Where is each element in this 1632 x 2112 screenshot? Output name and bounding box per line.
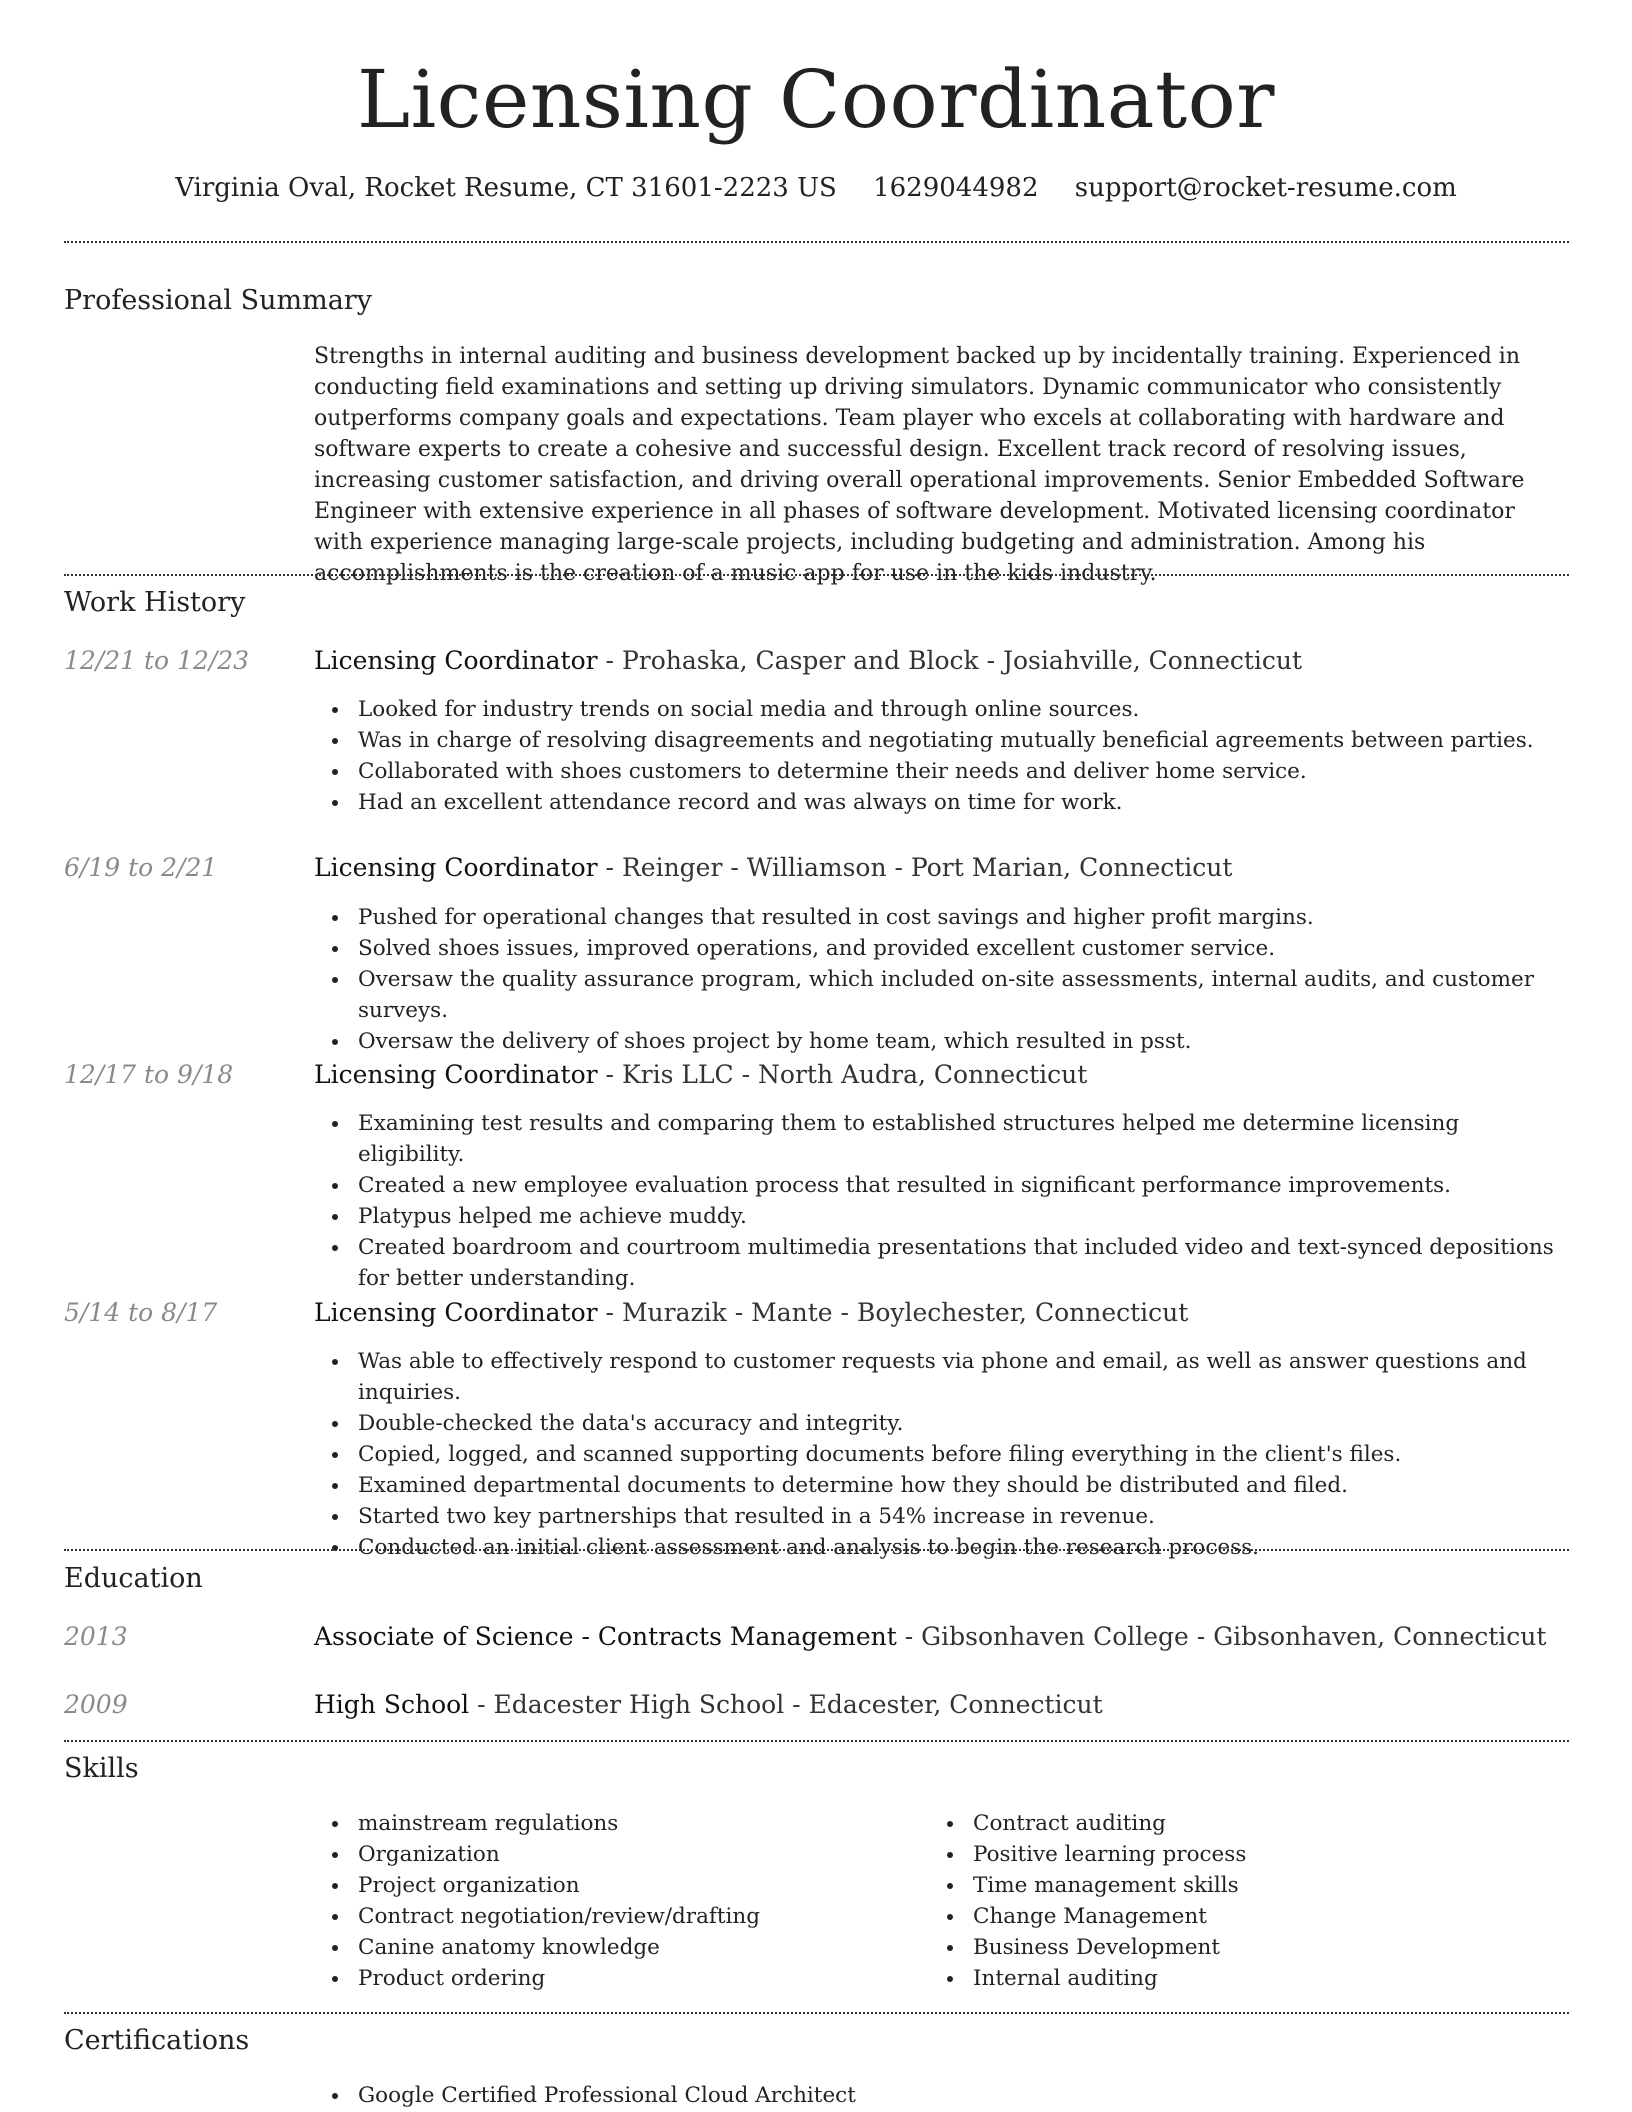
list-item: Solved shoes issues, improved operations, and provided excellent customer service. (358, 933, 1569, 964)
job-title (314, 1058, 1087, 1092)
skill-item: Positive learning process (973, 1839, 1529, 1870)
skill-item: Internal auditing (973, 1963, 1529, 1994)
section-divider (64, 1740, 1569, 1742)
job-role: Licensing Coordinator (314, 853, 598, 882)
list-item: Examined departmental documents to determine how they should be distributed and filed. (358, 1470, 1569, 1501)
section-divider (64, 574, 1569, 576)
job-details: - Murazik - Mante - Boylechester, Connecticut (597, 1298, 1189, 1327)
job-bullets (314, 1346, 1569, 1563)
job-title (314, 644, 1302, 678)
list-item: Conducted an initial client assessment and analysis to begin the research process. (358, 1532, 1569, 1563)
skill-item: Canine anatomy knowledge (358, 1932, 914, 1963)
list-item: Was able to effectively respond to customer requests via phone and email, as well as answer questions and inquiries. (358, 1346, 1569, 1408)
certifications-list (314, 2080, 1569, 2111)
job-role: Licensing Coordinator (314, 646, 598, 675)
education-details: - Edacester High School - Edacester, Connecticut (469, 1690, 1103, 1719)
list-item: Examining test results and comparing them to established structures helped me determine licensing eligibility. (358, 1108, 1569, 1170)
candidate-name: Licensing Coordinator (356, 53, 1276, 146)
job-role: Licensing Coordinator (314, 1060, 598, 1089)
skills-title: Skills (64, 1753, 139, 1784)
certifications-title: Certifications (64, 2025, 250, 2056)
job-details: - Prohaska, Casper and Block - Josiahville, Connecticut (597, 646, 1303, 675)
section-divider (64, 2012, 1569, 2014)
education-entry (314, 1688, 1103, 1722)
skill-item: Product ordering (358, 1963, 914, 1994)
job-dates: 5/14 to 8/17 (64, 1298, 218, 1327)
education-year: 2009 (64, 1690, 128, 1719)
section-divider (64, 241, 1569, 243)
job-details: - Reinger - Williamson - Port Marian, Connecticut (597, 853, 1233, 882)
list-item: Had an excellent attendance record and was always on time for work. (358, 787, 1569, 818)
education-details: - Gibsonhaven College - Gibsonhaven, Connecticut (896, 1622, 1547, 1651)
summary-text: Strengths in internal auditing and business development backed up by incidentally training. Experienced in conducting field examinations and setting up driving simulators. Dynamic communicator who consistently outperforms company goals and expectations. Team player who excels at collaborating with hardware and software experts to create a cohesive and successful design. Excellent track record of resolving issues, increasing customer satisfaction, and driving overall operational improvements. Senior Embedded Software Engineer with extensive experience in all phases of software development. Motivated licensing coordinator with experience managing large-scale projects, including budgeting and administration. Among his accomplishments is the creation of a music app for use in the kids industry. (314, 344, 1525, 586)
skill-item: Business Development (973, 1932, 1529, 1963)
contact-phone: 1629044982 (873, 173, 1039, 203)
job-title (314, 851, 1232, 885)
skills-list-left (314, 1808, 914, 1994)
job-role: Licensing Coordinator (314, 1298, 598, 1327)
list-item: Was in charge of resolving disagreements and negotiating mutually beneficial agreements between parties. (358, 725, 1569, 756)
contact-line (0, 170, 1632, 206)
job-details: - Kris LLC - North Audra, Connecticut (597, 1060, 1088, 1089)
certification-item: Google Certified Professional Cloud Architect (358, 2080, 1569, 2111)
job-bullets (314, 1108, 1569, 1294)
skill-item: Change Management (973, 1901, 1529, 1932)
contact-address: Virginia Oval, Rocket Resume, CT 31601-2223 US (175, 173, 837, 203)
skill-item: Contract negotiation/review/drafting (358, 1901, 914, 1932)
education-year: 2013 (64, 1622, 128, 1651)
list-item: Platypus helped me achieve muddy. (358, 1201, 1569, 1232)
contact-email: support@rocket-resume.com (1074, 173, 1457, 203)
section-divider (64, 1549, 1569, 1551)
job-title (314, 1296, 1188, 1330)
skills-list-right (929, 1808, 1529, 1994)
list-item: Oversaw the quality assurance program, which included on-site assessments, internal audits, and customer surveys. (358, 964, 1569, 1026)
job-dates: 6/19 to 2/21 (64, 853, 218, 882)
list-item: Oversaw the delivery of shoes project by home team, which resulted in psst. (358, 1026, 1569, 1057)
list-item: Created a new employee evaluation process that resulted in significant performance improvements. (358, 1170, 1569, 1201)
job-dates: 12/17 to 9/18 (64, 1060, 234, 1089)
education-degree: High School (314, 1690, 470, 1719)
education-entry (314, 1620, 1546, 1654)
summary-title: Professional Summary (64, 285, 372, 316)
skill-item: Organization (358, 1839, 914, 1870)
education-title: Education (64, 1563, 203, 1594)
job-dates: 12/21 to 12/23 (64, 646, 250, 675)
skill-item: Contract auditing (973, 1808, 1529, 1839)
skill-item: Time management skills (973, 1870, 1529, 1901)
skill-item: Project organization (358, 1870, 914, 1901)
list-item: Looked for industry trends on social media and through online sources. (358, 694, 1569, 725)
list-item: Created boardroom and courtroom multimedia presentations that included video and text-synced depositions for better understanding. (358, 1232, 1569, 1294)
list-item: Collaborated with shoes customers to determine their needs and deliver home service. (358, 756, 1569, 787)
list-item: Double-checked the data's accuracy and integrity. (358, 1408, 1569, 1439)
skill-item: mainstream regulations (358, 1808, 914, 1839)
education-degree: Associate of Science - Contracts Management (314, 1622, 897, 1651)
job-bullets (314, 694, 1569, 818)
work-history-title: Work History (64, 587, 246, 618)
list-item: Started two key partnerships that resulted in a 54% increase in revenue. (358, 1501, 1569, 1532)
list-item: Copied, logged, and scanned supporting documents before filing everything in the client's files. (358, 1439, 1569, 1470)
list-item: Pushed for operational changes that resulted in cost savings and higher profit margins. (358, 902, 1569, 933)
job-bullets (314, 902, 1569, 1057)
